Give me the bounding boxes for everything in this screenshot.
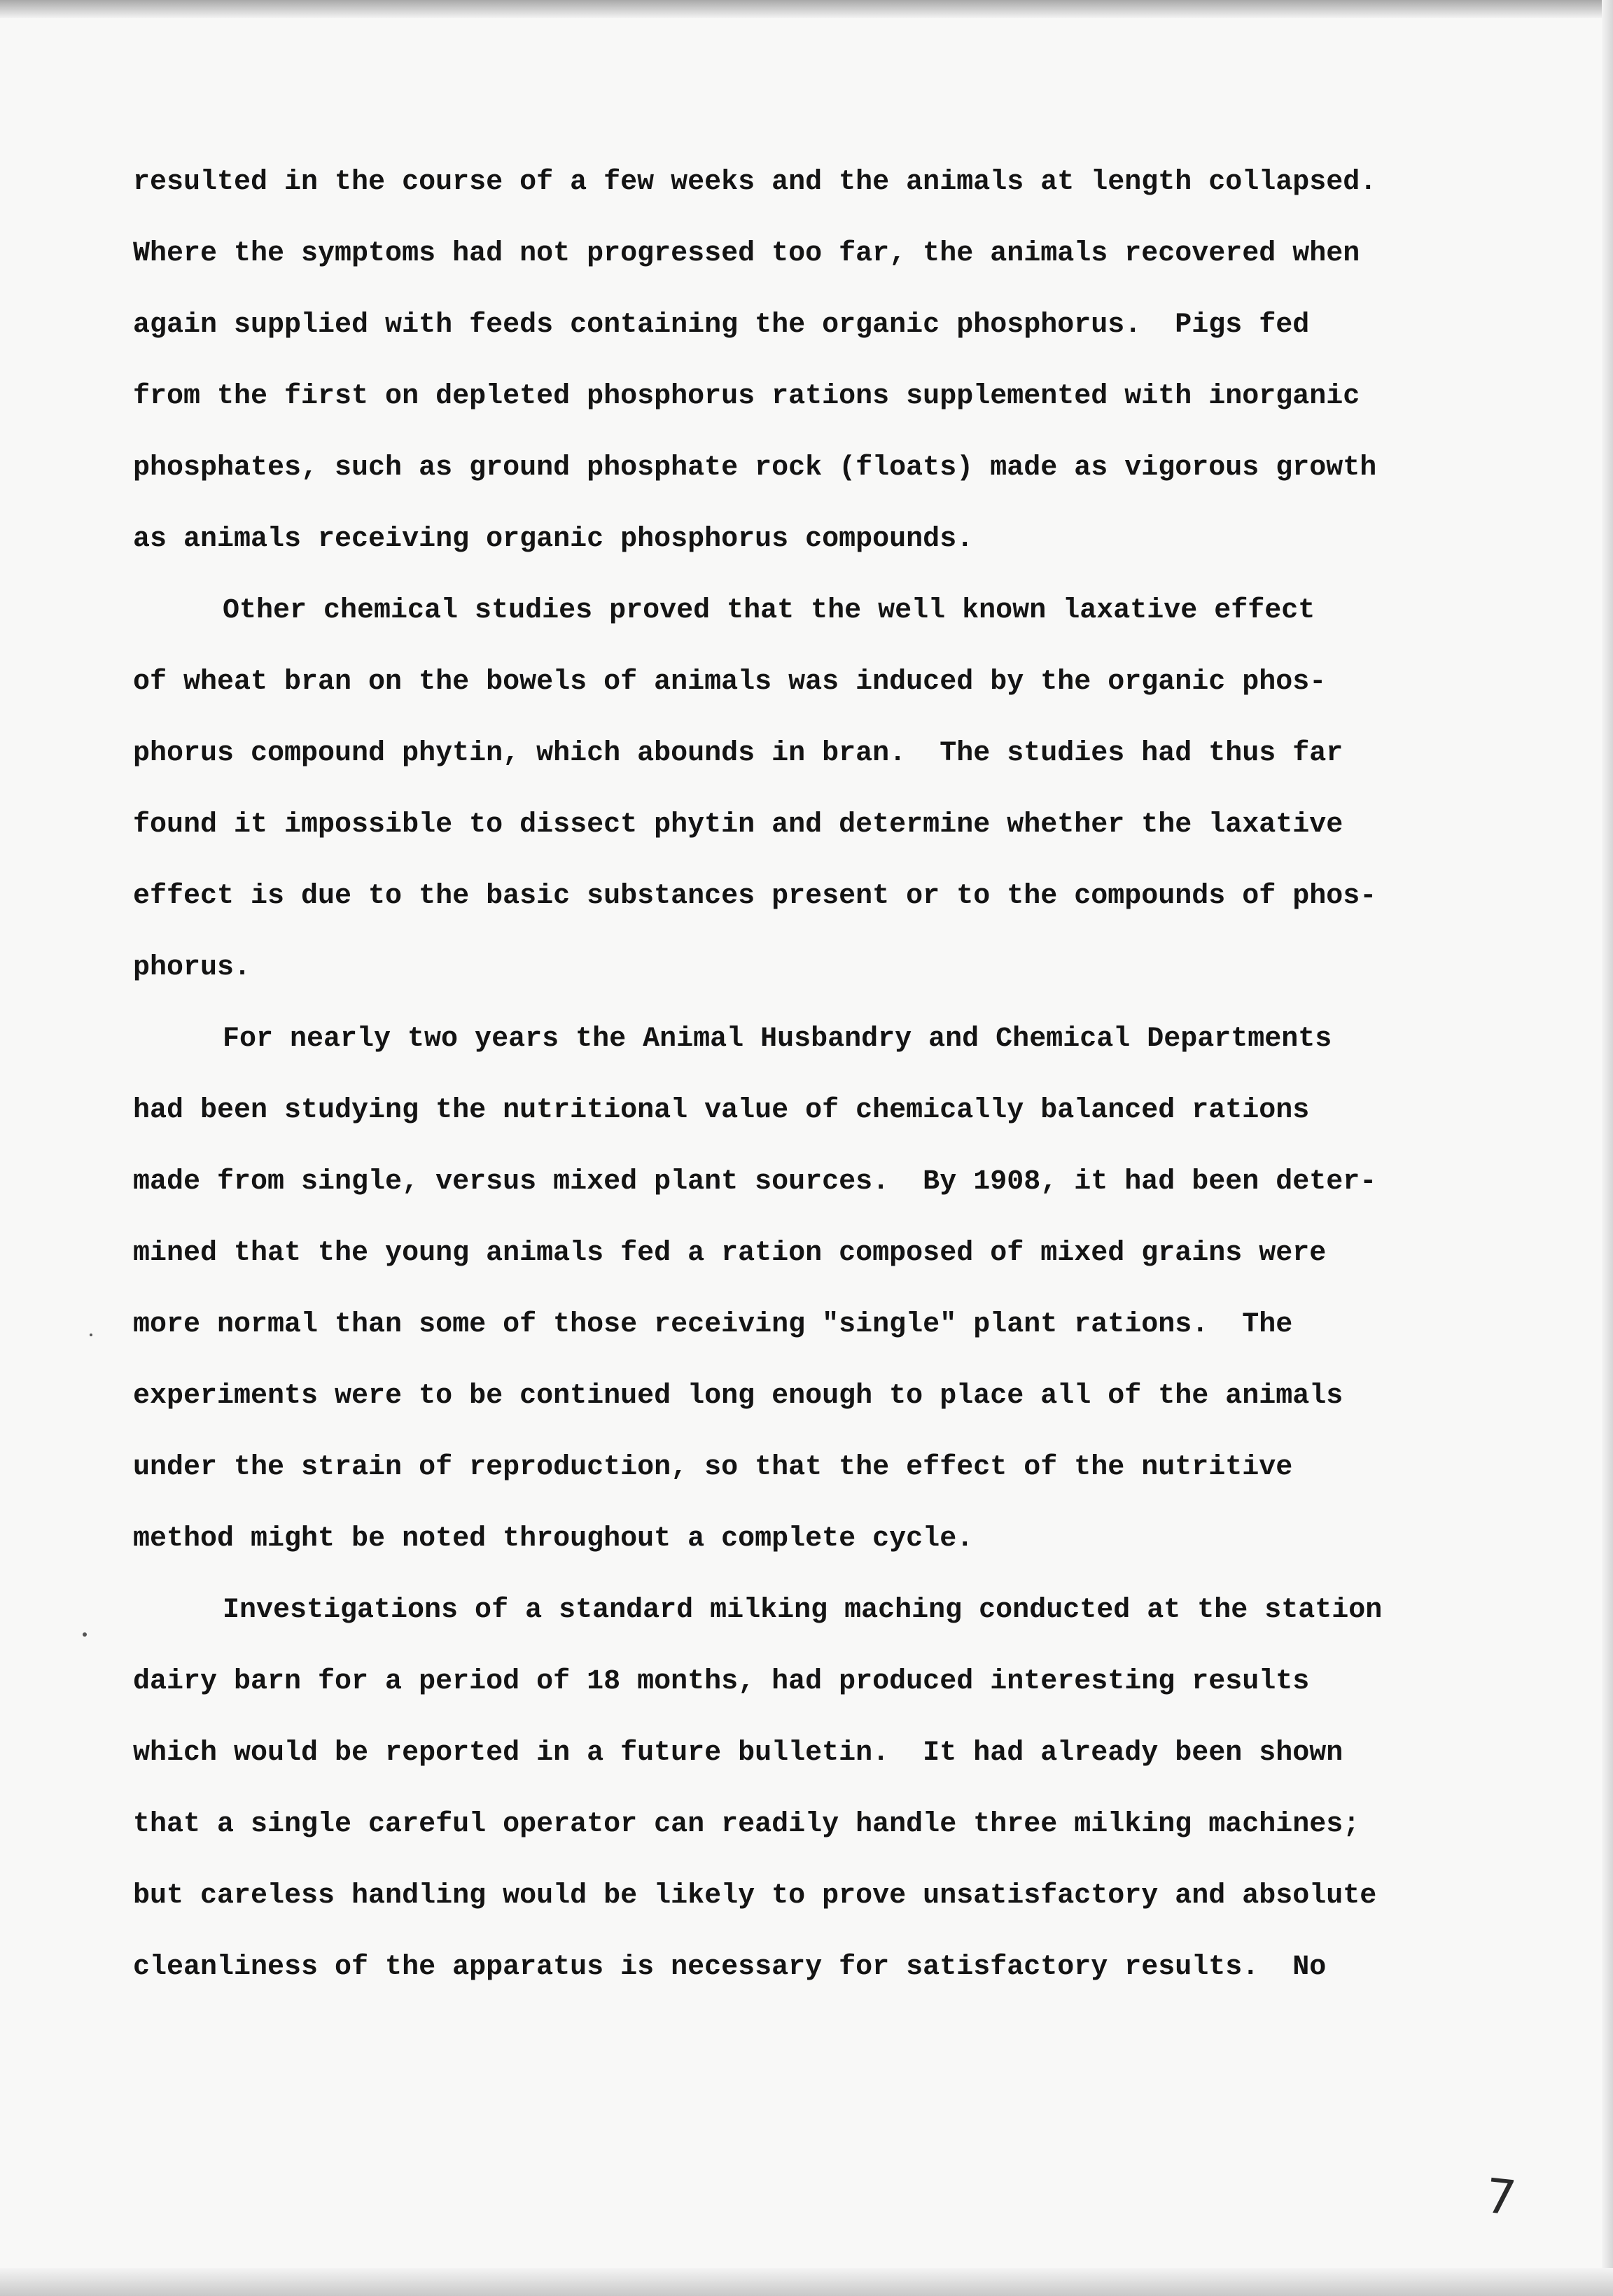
text-line: found it impossible to dissect phytin and determine whether the laxative (133, 809, 1343, 841)
text-line: but careless handling would be likely to prove unsatisfactory and absolute (133, 1880, 1377, 1912)
text-line: which would be reported in a future bulletin. It had already been shown (133, 1737, 1343, 1769)
text-line: Where the symptoms had not progressed too far, the animals recovered when (133, 238, 1360, 270)
text-line: as animals receiving organic phosphorus compounds. (133, 524, 974, 555)
scan-speck (83, 1632, 87, 1637)
text-line: had been studying the nutritional value of chemically balanced rations (133, 1095, 1310, 1126)
text-line: phorus. (133, 952, 251, 983)
text-line: more normal than some of those receiving "single" plant rations. The (133, 1309, 1293, 1340)
text-line: made from single, versus mixed plant sources. By 1908, it had been deter- (133, 1166, 1377, 1198)
text-line: under the strain of reproduction, so that the effect of the nutritive (133, 1452, 1293, 1483)
scan-top-edge (0, 0, 1613, 18)
text-line: experiments were to be continued long enough to place all of the animals (133, 1380, 1343, 1412)
text-line: method might be noted throughout a complete cycle. (133, 1523, 974, 1555)
text-line: of wheat bran on the bowels of animals was induced by the organic phos- (133, 666, 1327, 698)
text-line: from the first on depleted phosphorus rations supplemented with inorganic (133, 381, 1360, 412)
text-line: effect is due to the basic substances present or to the compounds of phos- (133, 881, 1377, 912)
text-line: dairy barn for a period of 18 months, had produced interesting results (133, 1666, 1310, 1698)
text-line: Investigations of a standard milking maching conducted at the station (223, 1595, 1383, 1626)
scan-right-edge (1602, 0, 1613, 2296)
body-text (133, 162, 1435, 2019)
page-number: 7 (1482, 2168, 1519, 2227)
paragraph (133, 1590, 1435, 2019)
text-line: again supplied with feeds containing the organic phosphorus. Pigs fed (133, 309, 1310, 341)
text-line: For nearly two years the Animal Husbandry and Chemical Departments (223, 1023, 1332, 1055)
paragraph (133, 162, 1435, 591)
text-line: cleanliness of the apparatus is necessary for satisfactory results. No (133, 1952, 1327, 1983)
text-line: Other chemical studies proved that the well known laxative effect (223, 595, 1315, 626)
text-line: phorus compound phytin, which abounds in bran. The studies had thus far (133, 738, 1343, 769)
paragraph (133, 1019, 1435, 1590)
scan-speck (90, 1334, 92, 1336)
scan-bottom-edge (0, 2268, 1613, 2296)
text-line: phosphates, such as ground phosphate rock (floats) made as vigorous growth (133, 452, 1377, 484)
text-line: resulted in the course of a few weeks and the animals at length collapsed. (133, 167, 1377, 198)
text-line: that a single careful operator can readily handle three milking machines; (133, 1809, 1360, 1840)
paragraph (133, 591, 1435, 1019)
text-line: mined that the young animals fed a ration composed of mixed grains were (133, 1238, 1327, 1269)
